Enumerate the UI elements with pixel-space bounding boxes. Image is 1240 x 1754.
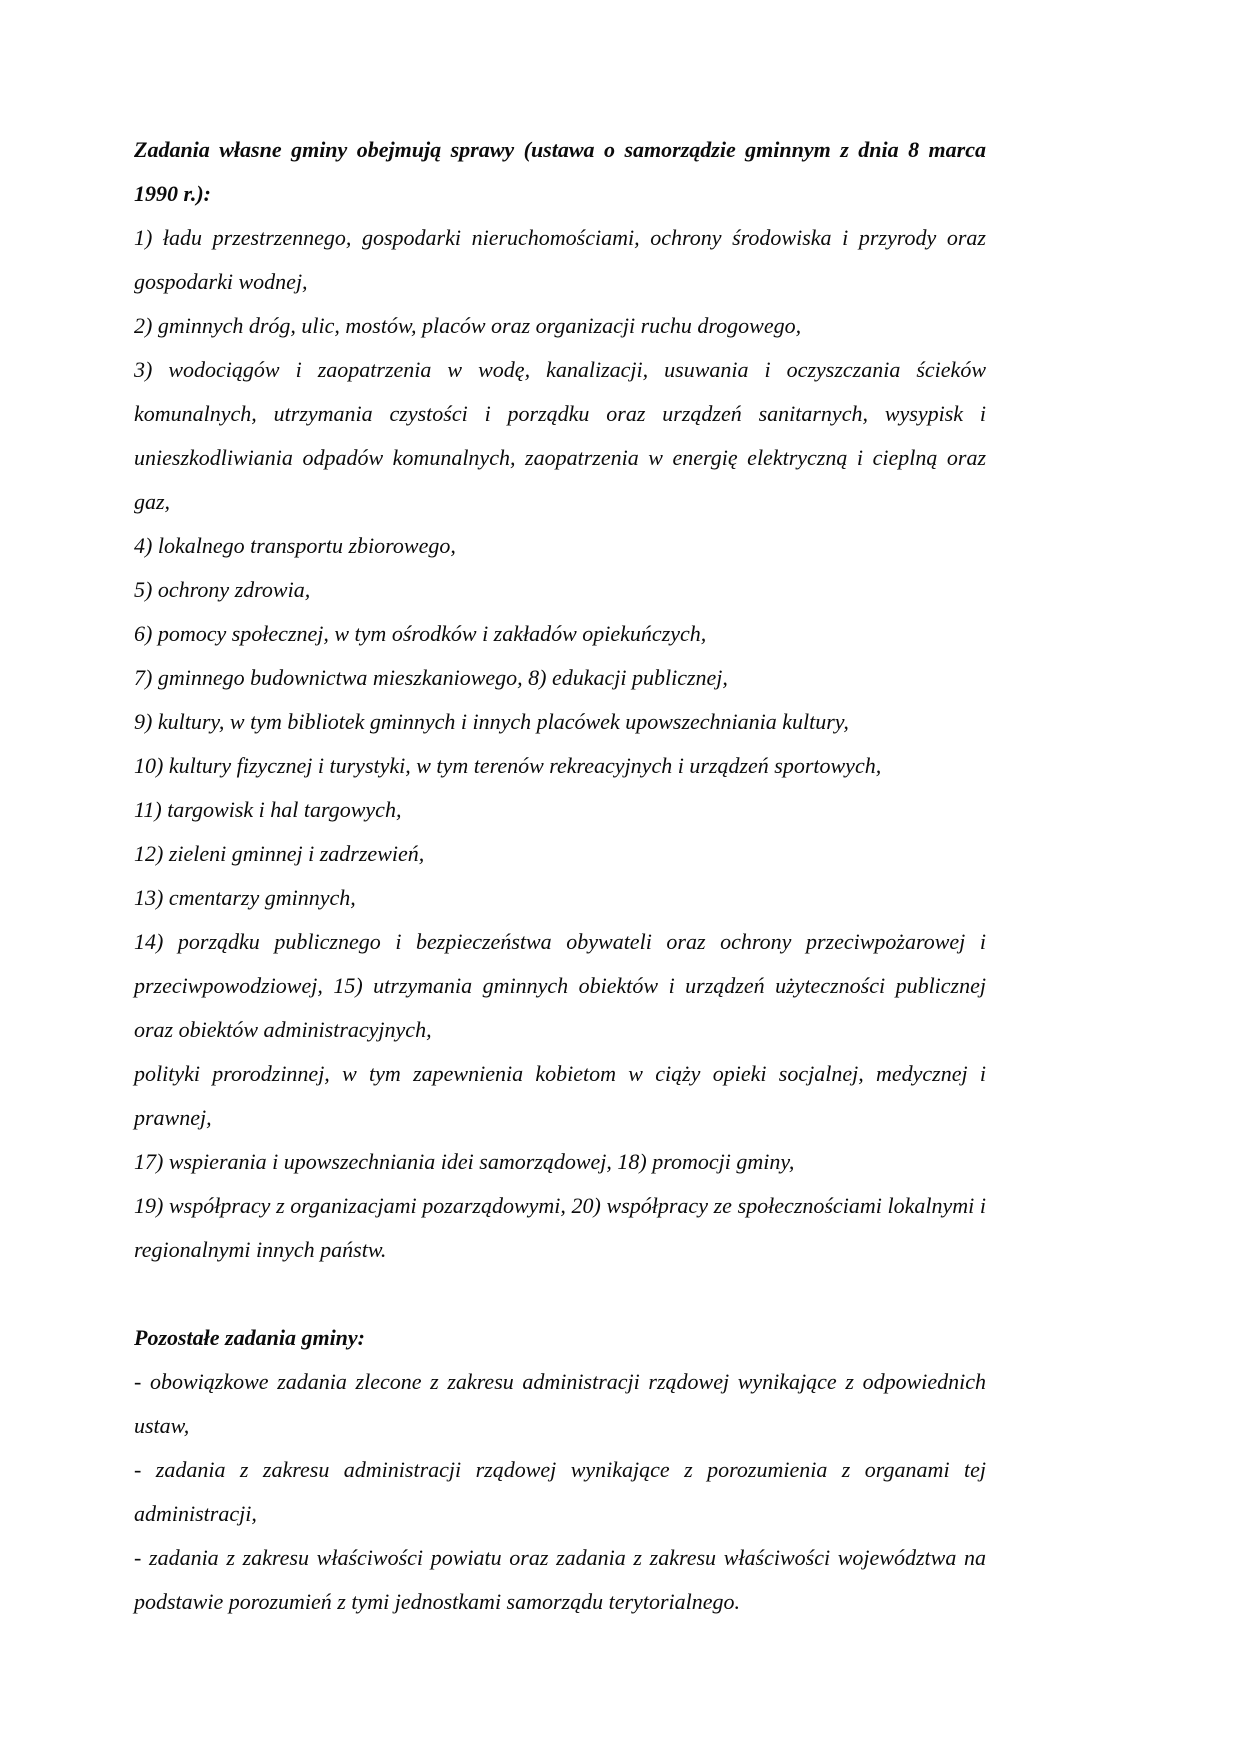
task-item: 3) wodociągów i zaopatrzenia w wodę, kanalizacji, usuwania i oczyszczania ścieków komunalnych, utrzymania czystości i porządku oraz urządzeń sanitarnych, wysypisk i unieszkodliwiania odpadów komunalnych, zaopatrzenia w energię elektryczną i cieplną oraz gaz, [134, 357, 986, 514]
task-item: 12) zieleni gminnej i zadrzewień, [134, 841, 425, 866]
task-item: 14) porządku publicznego i bezpieczeństwa obywateli oraz ochrony przeciwpożarowej i przeciwpowodziowej, 15) utrzymania gminnych obiektów i urządzeń użyteczności publicznej oraz obiektów administracyjnych, [134, 929, 986, 1042]
other-task-item: - zadania z zakresu właściwości powiatu oraz zadania z zakresu właściwości województwa na podstawie porozumień z tymi jednostkami samorządu terytorialnego. [134, 1545, 986, 1614]
task-item: 11) targowisk i hal targowych, [134, 797, 402, 822]
task-item: 4) lokalnego transportu zbiorowego, [134, 533, 456, 558]
task-item: 6) pomocy społecznej, w tym ośrodków i zakładów opiekuńczych, [134, 621, 707, 646]
task-item: 9) kultury, w tym bibliotek gminnych i innych placówek upowszechniania kultury, [134, 709, 849, 734]
task-item: 7) gminnego budownictwa mieszkaniowego, 8) edukacji publicznej, [134, 665, 728, 690]
task-item: 17) wspierania i upowszechniania idei samorządowej, 18) promocji gminy, [134, 1149, 795, 1174]
task-item: 13) cmentarzy gminnych, [134, 885, 356, 910]
other-task-item: - zadania z zakresu administracji rządowej wynikające z porozumienia z organami tej administracji, [134, 1457, 986, 1526]
task-item: 5) ochrony zdrowia, [134, 577, 311, 602]
task-item: 10) kultury fizycznej i turystyki, w tym terenów rekreacyjnych i urządzeń sportowych, [134, 753, 882, 778]
task-item: polityki prorodzinnej, w tym zapewnienia kobietom w ciąży opieki socjalnej, medycznej i prawnej, [134, 1061, 986, 1130]
task-item: 1) ładu przestrzennego, gospodarki nieruchomościami, ochrony środowiska i przyrody oraz gospodarki wodnej, [134, 225, 986, 294]
other-task-item: - obowiązkowe zadania zlecone z zakresu administracji rządowej wynikające z odpowiednich ustaw, [134, 1369, 986, 1438]
task-item: 19) współpracy z organizacjami pozarządowymi, 20) współpracy ze społecznościami lokalnymi i regionalnymi innych państw. [134, 1193, 986, 1262]
section-heading: Pozostałe zadania gminy: [134, 1325, 366, 1350]
document-title: Zadania własne gminy obejmują sprawy (ustawa o samorządzie gminnym z dnia 8 marca 1990 r.): [134, 137, 986, 206]
task-item: 2) gminnych dróg, ulic, mostów, placów oraz organizacji ruchu drogowego, [134, 313, 802, 338]
